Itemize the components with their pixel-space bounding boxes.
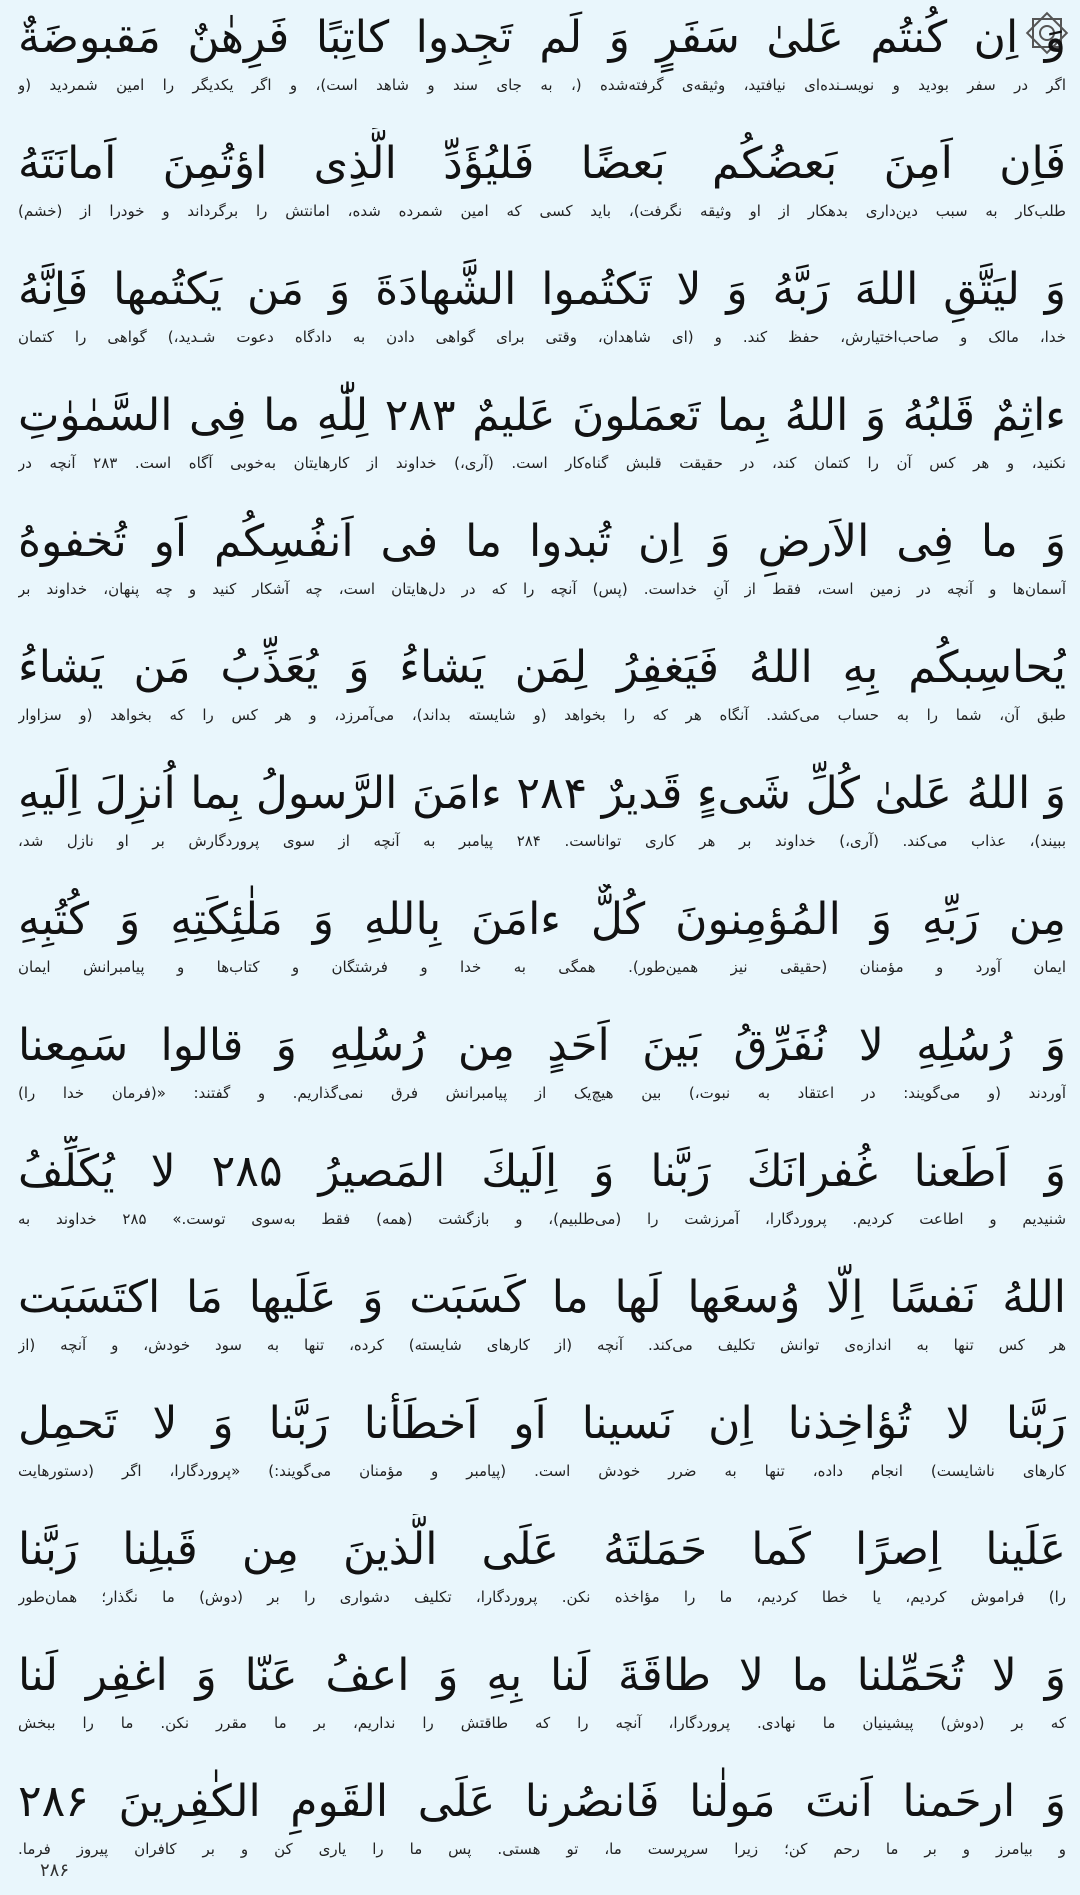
verse-line-8 <box>18 884 1066 980</box>
arabic-text: وَ اللهُ عَلىٰ كُلِّ شَىءٍ قَديرٌ ۲۸۴ ءامَنَ الرَّسولُ بِما اُنزِلَ اِلَيهِ <box>18 768 1066 819</box>
arabic-text: وَ ما فِى الاَرضِ وَ اِن تُبدوا ما فى اَنفُسِكُم اَو تُخفوهُ <box>18 516 1066 567</box>
persian-translation: طبق آن، شما را به حساب می‌کشد. آنگاه هر که را بخواهد (و شایسته بداند)، می‌آمرزد، و هر کس را که بخواهد (و سزاوار <box>18 706 1066 724</box>
arabic-text: مِن رَبِّهِ وَ المُؤمِنونَ كُلٌّ ءامَنَ بِاللهِ وَ مَلٰئِكَتِهِ وَ كُتُبِهِ <box>18 894 1066 945</box>
persian-translation: ببیند)، عذاب می‌کند. (آری،) خداوند بر هر کاری تواناست. ۲۸۴ پیامبر به آنچه از سوی پروردگارش بر او نازل شد، <box>18 832 1066 850</box>
arabic-text: وَ اِن كُنتُم عَلىٰ سَفَرٍ وَ لَم تَجِدوا كاتِبًا فَرِهٰنٌ مَقبوضَةٌ <box>18 12 1066 63</box>
verse-line-5 <box>18 506 1066 602</box>
verse-line-2 <box>18 128 1066 224</box>
persian-translation: و بیامرز و بر ما رحم کن؛ زیرا سرپرست ما، تو هستی. پس ما را یاری کن و بر کافران پیروز فرما. <box>18 1840 1066 1858</box>
persian-translation: شنیدیم و اطاعت کردیم. پروردگارا، آمرزشت را (می‌طلبیم)، و بازگشت (همه) فقط به‌سوی توست.» ۲۸۵ خداوند به <box>18 1210 1066 1228</box>
verse-line-10 <box>18 1136 1066 1232</box>
persian-translation: هر کس تنها به اندازه‌ی توانش تکلیف می‌کند. آنچه (از کارهای شایسته) کرده، تنها به سود خودش، و آنچه (از <box>18 1336 1066 1354</box>
persian-translation: نکنید، و هر کس آن را کتمان کند، در حقیقت قلبش گناه‌کار است. (آری،) خداوند از کارهایتان به‌خوبی آگاه است. ۲۸۳ آنچه در <box>18 454 1066 472</box>
verse-line-11 <box>18 1262 1066 1358</box>
arabic-text: وَ اَطَعنا غُفرانَكَ رَبَّنا وَ اِلَيكَ المَصيرُ ۲۸۵ لا يُكَلِّفُ <box>18 1146 1066 1197</box>
arabic-text: يُحاسِبكُم بِهِ اللهُ فَيَغفِرُ لِمَن يَشاءُ وَ يُعَذِّبُ مَن يَشاءُ <box>18 642 1066 693</box>
persian-translation: را) فراموش کردیم، یا خطا کردیم، ما را مؤاخذه نکن. پروردگارا، تکلیف دشواری را بر (دوش) ما نگذار؛ همان‌طور <box>18 1588 1066 1606</box>
persian-translation: آوردند (و می‌گویند: در اعتقاد به نبوت،) بین هیچ‌یک از پیامبرانش فرق نمی‌گذاریم. و گفتند: «(فرمان خدا را) <box>18 1084 1066 1102</box>
arabic-text: اللهُ نَفسًا اِلّا وُسعَها لَها ما كَسَبَت وَ عَلَيها مَا اكتَسَبَت <box>18 1272 1066 1323</box>
verse-line-7 <box>18 758 1066 854</box>
verse-line-13 <box>18 1514 1066 1610</box>
verse-line-4 <box>18 380 1066 476</box>
verse-line-6 <box>18 632 1066 728</box>
persian-translation: ایمان آورد و مؤمنان (حقیقی نیز همین‌طور). همگی به خدا و فرشتگان و کتاب‌ها و پیامبرانش ایمان <box>18 958 1066 976</box>
verse-line-1 <box>18 2 1066 98</box>
arabic-text: وَ ليَتَّقِ اللهَ رَبَّهُ وَ لا تَكتُموا الشَّهادَةَ وَ مَن يَكتُمها فَاِنَّهُ <box>18 264 1066 315</box>
verse-line-3 <box>18 254 1066 350</box>
verse-line-15 <box>18 1766 1066 1862</box>
persian-translation: کارهای ناشایست) انجام داده، تنها به ضرر خودش است. (پیامبر و مؤمنان می‌گویند:) «پروردگارا، اگر (دستورهایت <box>18 1462 1066 1480</box>
page-number: ۲۸۶ <box>40 1860 70 1881</box>
verse-line-12 <box>18 1388 1066 1484</box>
persian-translation: خدا، مالک و صاحب‌اختیارش، حفظ کند. و (ای شاهدان، وقتی برای گواهی دادن به دادگاه دعوت شـدید،) گواهی را کتمان <box>18 328 1066 346</box>
arabic-text: وَ رُسُلِهِ لا نُفَرِّقُ بَينَ اَحَدٍ مِن رُسُلِهِ وَ قالوا سَمِعنا <box>18 1020 1066 1071</box>
arabic-text: عَلَينا اِصرًا كَما حَمَلتَهُ عَلَى الَّذينَ مِن قَبلِنا رَبَّنا <box>18 1524 1066 1575</box>
arabic-text: فَاِن اَمِنَ بَعضُكُم بَعضًا فَليُؤَدِّ الَّذِى اؤتُمِنَ اَمانَتَهُ <box>18 138 1066 189</box>
verse-line-14 <box>18 1640 1066 1736</box>
arabic-text: وَ ارحَمنا اَنتَ مَولٰنا فَانصُرنا عَلَى القَومِ الكٰفِرينَ ۲۸۶ <box>18 1776 1066 1827</box>
persian-translation: اگر در سفر بودید و نویسـنده‌ای نیافتید، وثیقه‌ی گرفته‌شده (، به جای سند و شاهد است)، و اگر یکدیگر را امین شمردید (و <box>18 76 1066 94</box>
arabic-text: رَبَّنا لا تُؤاخِذنا اِن نَسينا اَو اَخطَأنا رَبَّنا وَ لا تَحمِل <box>18 1398 1066 1449</box>
arabic-text: وَ لا تُحَمِّلنا ما لا طاقَةَ لَنا بِهِ وَ اعفُ عَنّا وَ اغفِر لَنا <box>18 1650 1066 1701</box>
persian-translation: طلب‌کار به سبب دین‌داری بدهکار از او وثیقه نگرفت)، باید کسی که امین شمرده شده، امانتش را برگرداند و خودرا از (خشم) <box>18 202 1066 220</box>
verse-line-9 <box>18 1010 1066 1106</box>
persian-translation: که بر (دوش) پیشینیان ما نهادی. پروردگارا، آنچه را که طاقتش را نداریم، بر ما مقرر نکن. ما را ببخش <box>18 1714 1066 1732</box>
persian-translation: آسمان‌ها و آنچه در زمین است، فقط از آنِ خداست. (پس) آنچه را که در دل‌هایتان است، چه آشکار کنید و چه پنهان، خداوند بر <box>18 580 1066 598</box>
arabic-text: ءاثِمٌ قَلبُهُ وَ اللهُ بِما تَعمَلونَ عَليمٌ ۲۸۳ لِلّٰهِ ما فِى السَّمٰوٰتِ <box>18 390 1066 441</box>
